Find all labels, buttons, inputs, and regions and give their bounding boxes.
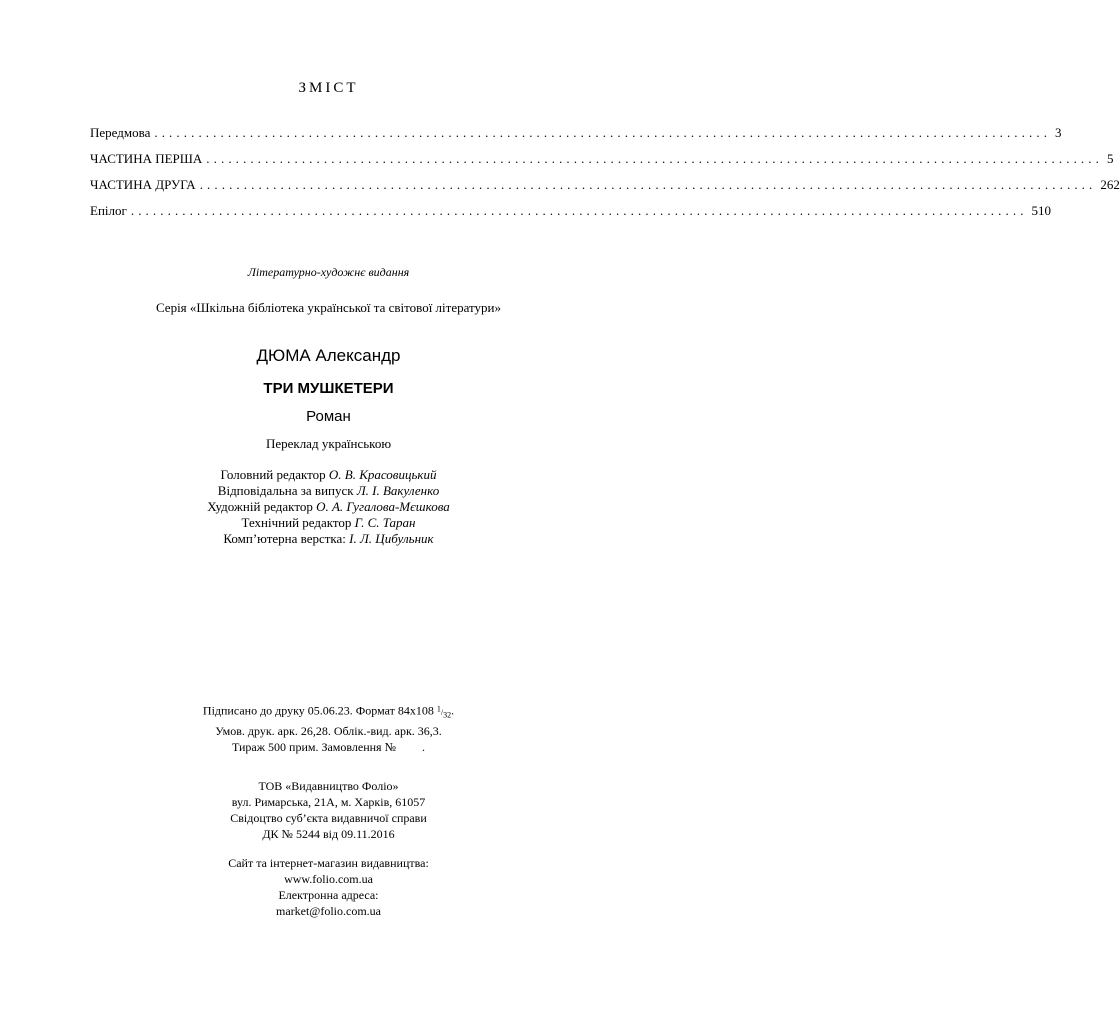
toc-entry-label: ЧАСТИНА ПЕРША [90,151,203,166]
toc-entry-page: 262 [1100,177,1120,192]
format-fraction [436,704,452,720]
print-line-end: . [451,703,455,718]
series-title: Серія «Шкільна бібліотека української та світової літератури» [155,300,502,315]
credits-block [0,467,657,547]
email-label: Електронна адреса: [278,888,379,902]
credit-name: Г. С. Таран [354,515,416,530]
publisher-name: ТОВ «Видавництво Фоліо» [258,779,399,793]
toc-entry-part-one [90,151,1114,177]
publisher-certificate: Свідоцтво суб’єкта видавничої справи [230,811,427,825]
translation-note: Переклад українською [265,436,392,451]
edition-genre: Літературно-художнє видання [247,265,410,279]
format-slash: / [440,707,444,717]
toc-entry-part-two [90,177,1120,203]
print-sheets-line: Умов. друк. арк. 26,28. Облік.-вид. арк. 36,3. [215,724,442,739]
toc-entry-label: Передмова [90,125,151,140]
toc-entry-page: 510 [1031,203,1052,218]
author-name: ДЮМА Александр [256,346,401,365]
credit-responsible [0,483,657,499]
credit-chief-editor [0,467,657,483]
print-info [0,701,657,755]
toc-leader-dots: .......................................................................................................................... [154,125,1052,140]
credit-name: І. Л. Цибульник [349,531,434,546]
publisher-address: вул. Римарська, 21А, м. Харків, 61057 [231,795,426,809]
credit-name: О. В. Красовицький [328,467,437,482]
toc-entry-page: 5 [1106,151,1114,166]
toc-title: ЗМІСТ [298,80,359,96]
toc-entry-epilogue [90,203,1052,229]
publisher-info [0,778,657,842]
credit-role: Відповідальна за випуск [217,483,354,498]
table-of-contents [90,125,1120,229]
toc-entry-preface [90,125,1062,151]
email-address[interactable]: market@folio.com.ua [275,904,382,918]
site-url[interactable]: www.folio.com.ua [284,872,373,886]
credit-role: Комп’ютерна верстка: [223,531,346,546]
print-info-line [0,701,657,723]
format-numerator: 1 [436,704,441,713]
toc-entry-label: Епілог [90,203,127,218]
toc-entry-page: 3 [1055,125,1062,140]
credit-role: Художній редактор [207,499,313,514]
toc-leader-dots: .......................................................................................................................... [199,177,1097,192]
book-genre: Роман [306,408,351,425]
print-run-end: . [422,740,426,755]
publisher-certificate-number: ДК № 5244 від 09.11.2016 [262,827,395,841]
site-label: Сайт та інтернет-магазин видавництва: [228,856,429,870]
contacts [0,855,657,919]
credit-name: Л. І. Вакуленко [356,483,440,498]
print-run-line [0,739,657,755]
credit-technical-editor [0,515,657,531]
credit-art-editor [0,499,657,515]
credit-layout [0,531,657,547]
credit-role: Головний редактор [220,467,326,482]
print-run-text: Тираж 500 прим. Замовлення № [231,740,397,755]
format-denominator: 32 [443,710,452,720]
credit-role: Технічний редактор [241,515,352,530]
book-title: ТРИ МУШКЕТЕРИ [263,380,394,397]
credit-name: О. А. Гугалова-Мєшкова [316,499,450,514]
toc-entry-label: ЧАСТИНА ДРУГА [90,177,196,192]
toc-leader-dots: .......................................................................................................................... [130,203,1028,218]
toc-leader-dots: .......................................................................................................................... [206,151,1103,166]
print-signed-text: Підписано до друку 05.06.23. Формат 84x108 [202,703,434,718]
